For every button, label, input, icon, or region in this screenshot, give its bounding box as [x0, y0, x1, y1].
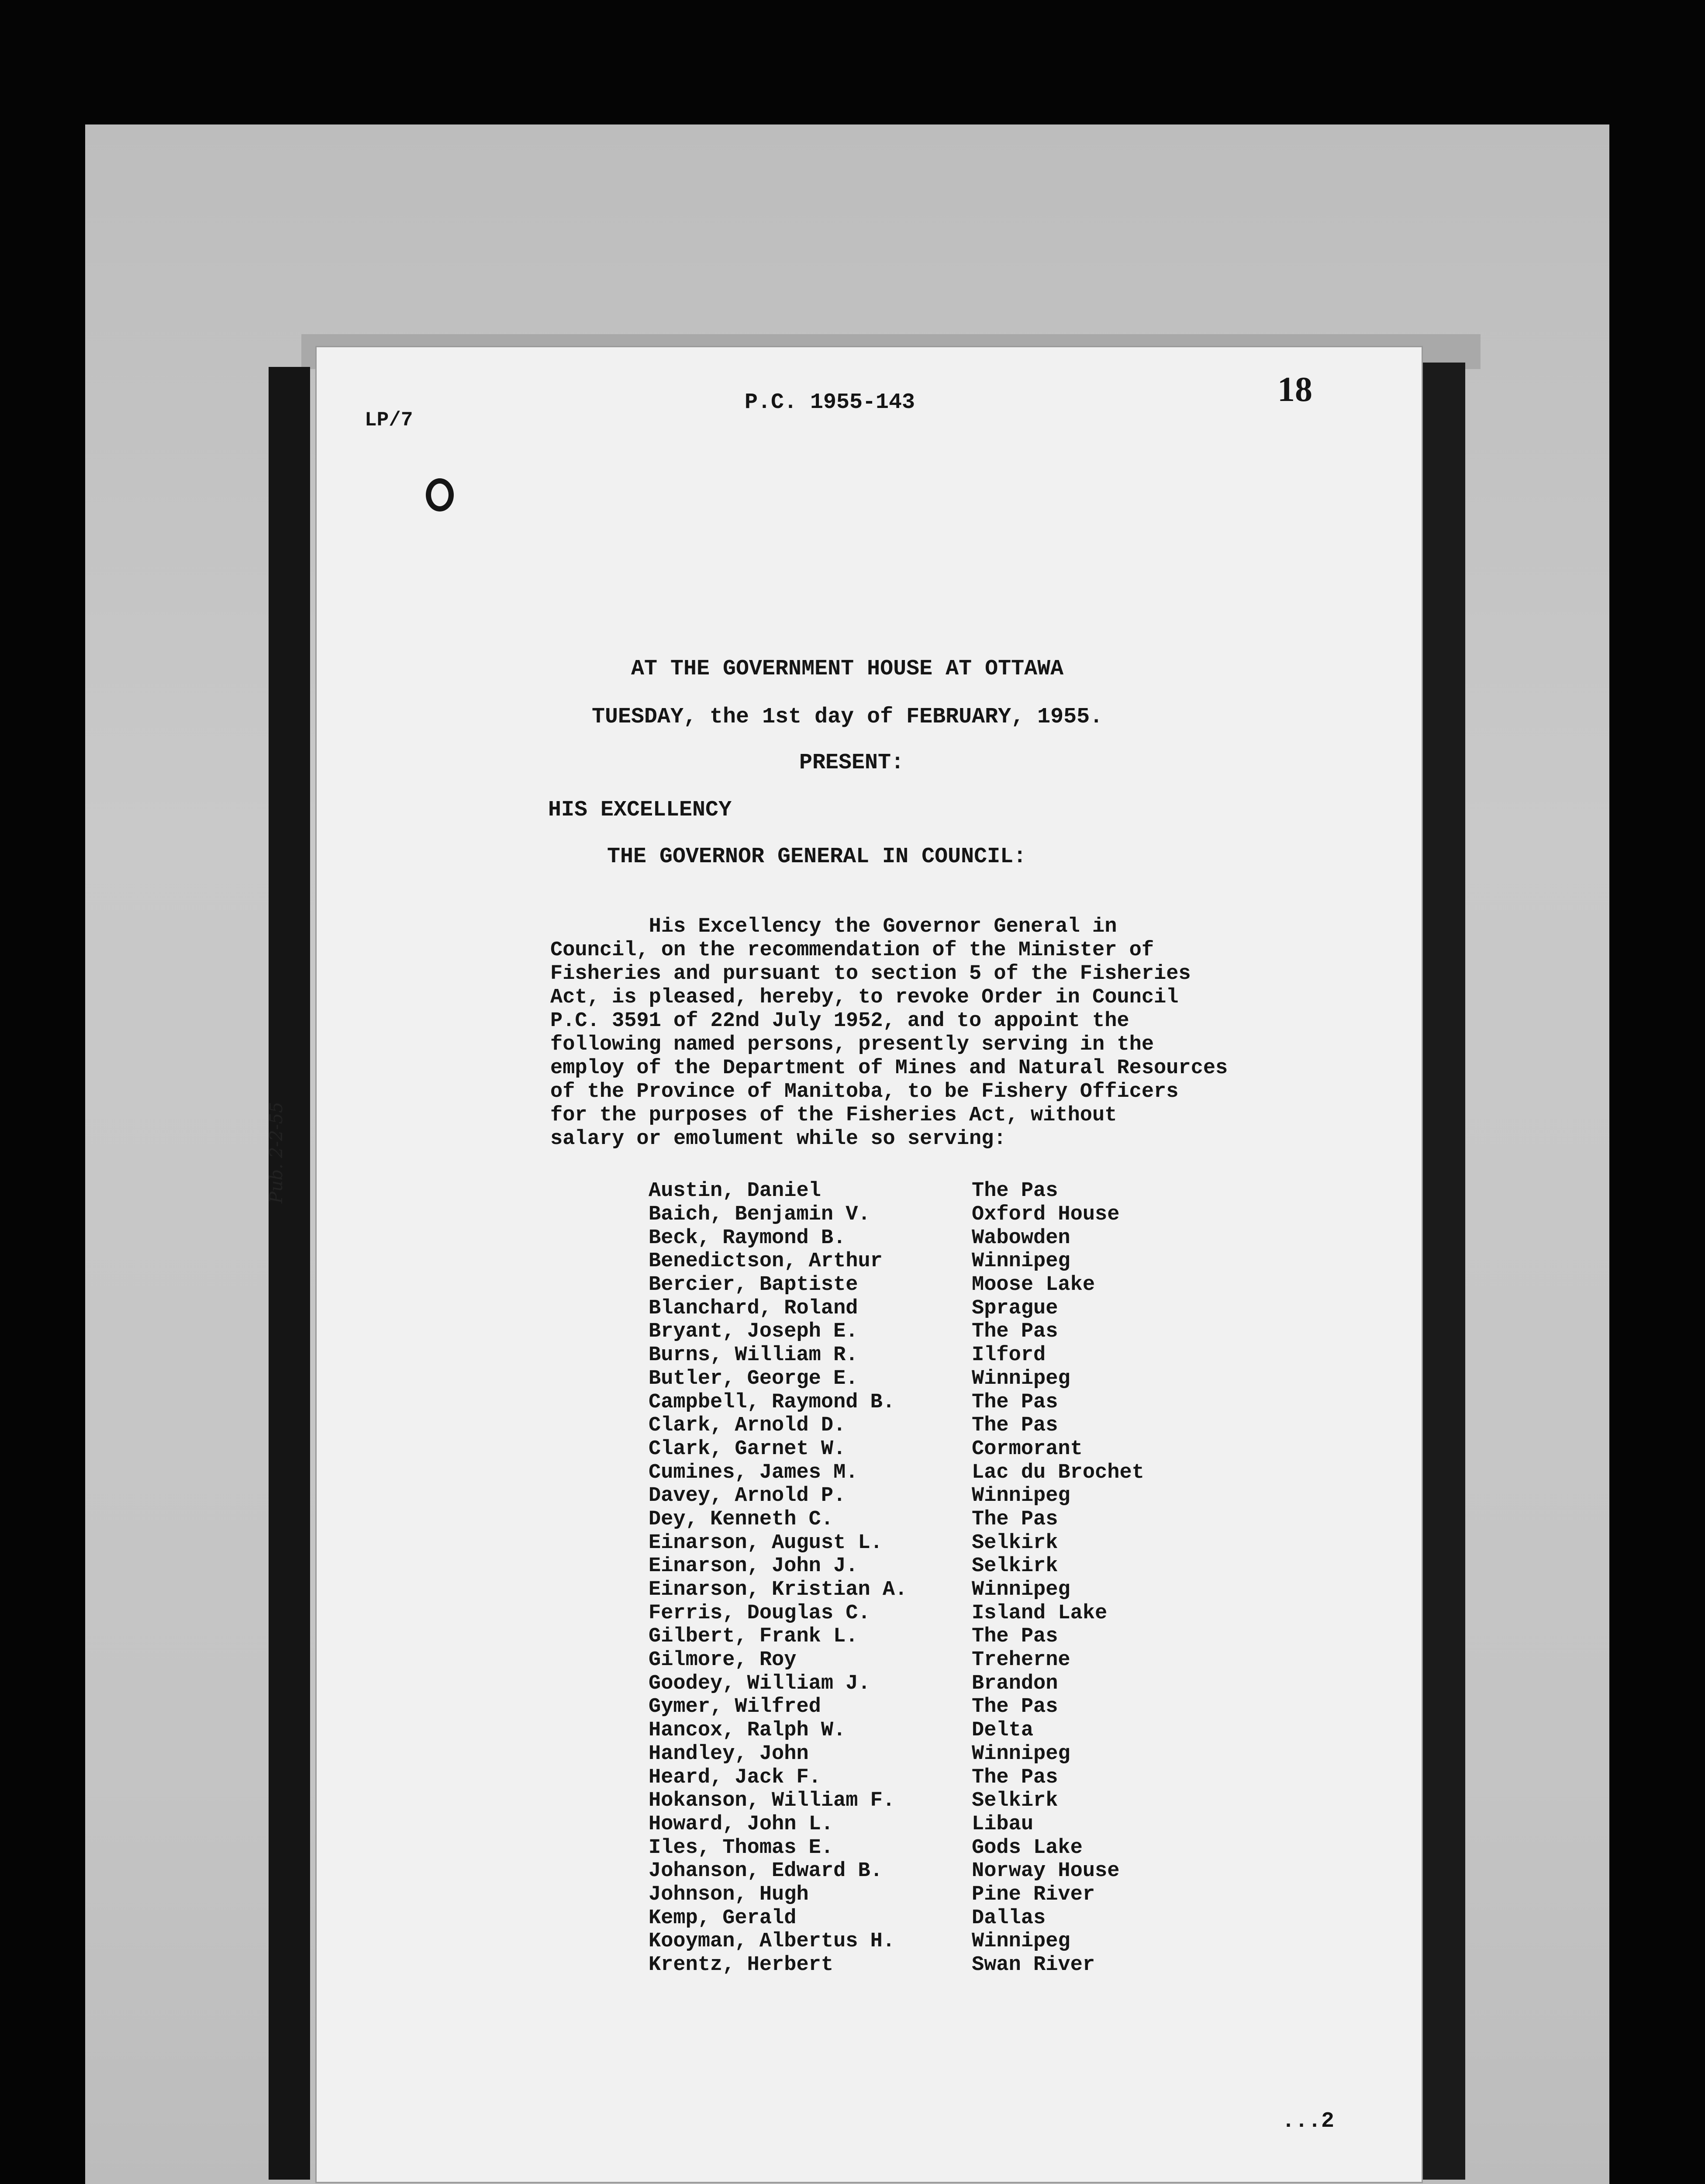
officer-row — [649, 1930, 1260, 1953]
officer-row — [649, 1484, 1260, 1508]
body-line: P.C. 3591 of 22nd July 1952, and to appoint the — [550, 1009, 1129, 1033]
heading-excellency: HIS EXCELLENCY — [548, 798, 732, 822]
officer-place: Winnipeg — [972, 1930, 1070, 1953]
officer-name: Iles, Thomas E. — [649, 1836, 834, 1859]
officer-place: Winnipeg — [972, 1742, 1070, 1766]
officer-place: Winnipeg — [972, 1578, 1070, 1602]
officer-row — [649, 1414, 1260, 1438]
officer-row — [649, 1226, 1260, 1250]
officer-row — [649, 1883, 1260, 1907]
officer-name: Clark, Garnet W. — [649, 1437, 846, 1461]
officer-name: Krentz, Herbert — [649, 1953, 834, 1977]
officer-place: The Pas — [972, 1179, 1058, 1203]
officer-row — [649, 1250, 1260, 1273]
officer-place: Selkirk — [972, 1555, 1058, 1578]
page-number: 18 — [1277, 370, 1312, 409]
officer-name: Dey, Kenneth C. — [649, 1507, 834, 1531]
officer-row — [649, 1625, 1260, 1648]
officer-row — [649, 1601, 1260, 1625]
handwritten-note: Pub. 2-2-55 — [266, 1102, 286, 1203]
officer-row — [649, 1273, 1260, 1297]
officer-place: Winnipeg — [972, 1484, 1070, 1508]
body-line: of the Province of Manitoba, to be Fishery Officers — [550, 1080, 1179, 1103]
officer-row — [649, 1296, 1260, 1320]
officer-row — [649, 1766, 1260, 1789]
officer-name: Howard, John L. — [649, 1812, 834, 1836]
officer-place: Island Lake — [972, 1601, 1108, 1625]
officer-place: Selkirk — [972, 1789, 1058, 1813]
officer-place: The Pas — [972, 1390, 1058, 1414]
body-line: following named persons, presently serving in the — [550, 1033, 1154, 1056]
officer-name: Hokanson, William F. — [649, 1789, 895, 1813]
document-sheet — [266, 347, 1422, 2182]
officer-row — [649, 1578, 1260, 1602]
officer-name: Gymer, Wilfred — [649, 1695, 821, 1719]
officer-row — [649, 1836, 1260, 1859]
officer-name: Benedictson, Arthur — [649, 1250, 883, 1273]
officer-name: Goodey, William J. — [649, 1672, 870, 1695]
officer-place: The Pas — [972, 1625, 1058, 1648]
heading-present: PRESENT: — [799, 750, 904, 775]
officer-row — [649, 1508, 1260, 1531]
body-line: Act, is pleased, hereby, to revoke Order in Council — [550, 986, 1179, 1009]
officer-name: Heard, Jack F. — [649, 1766, 821, 1789]
officer-place: Swan River — [972, 1953, 1095, 1977]
officer-name: Johnson, Hugh — [649, 1883, 809, 1906]
heading-date: TUESDAY, the 1st day of FEBRUARY, 1955. — [592, 705, 1103, 729]
officer-place: Pine River — [972, 1883, 1095, 1906]
officer-name: Handley, John — [649, 1742, 809, 1766]
officer-place: Libau — [972, 1812, 1034, 1836]
officer-row — [649, 1203, 1260, 1227]
body-line: Council, on the recommendation of the Minister of — [550, 939, 1154, 962]
officer-name: Bercier, Baptiste — [649, 1273, 858, 1297]
heading-council: THE GOVERNOR GENERAL IN COUNCIL: — [607, 844, 1027, 869]
officer-name: Hancox, Ralph W. — [649, 1719, 846, 1742]
officer-name: Kemp, Gerald — [649, 1906, 797, 1930]
officer-place: The Pas — [972, 1766, 1058, 1789]
officer-place: Cormorant — [972, 1437, 1083, 1461]
officer-place: Selkirk — [972, 1531, 1058, 1555]
officer-row — [649, 1320, 1260, 1344]
officer-name: Beck, Raymond B. — [649, 1226, 846, 1250]
officer-place: Sprague — [972, 1296, 1058, 1320]
officer-row — [649, 1742, 1260, 1766]
officer-row — [649, 1438, 1260, 1461]
officer-name: Einarson, August L. — [649, 1531, 883, 1555]
officer-name: Clark, Arnold D. — [649, 1414, 846, 1438]
officer-name: Johanson, Edward B. — [649, 1859, 883, 1883]
officer-row — [649, 1906, 1260, 1930]
officer-row — [649, 1367, 1260, 1391]
officer-place: Brandon — [972, 1672, 1058, 1695]
officer-place: Winnipeg — [972, 1367, 1070, 1390]
officer-name: Baich, Benjamin V. — [649, 1203, 870, 1227]
heading-location: AT THE GOVERNMENT HOUSE AT OTTAWA — [631, 657, 1064, 681]
officer-name: Davey, Arnold P. — [649, 1484, 846, 1508]
officer-place: Dallas — [972, 1906, 1046, 1930]
officer-name: Ferris, Douglas C. — [649, 1601, 870, 1625]
officer-row — [649, 1179, 1260, 1203]
order-body-paragraph — [550, 915, 1380, 1151]
body-line: Fisheries and pursuant to section 5 of the Fisheries — [550, 962, 1191, 985]
officer-name: Einarson, Kristian A. — [649, 1578, 908, 1602]
officer-row — [649, 1672, 1260, 1695]
officer-place: The Pas — [972, 1414, 1058, 1438]
order-number: P.C. 1955-143 — [745, 390, 915, 415]
officer-name: Gilbert, Frank L. — [649, 1625, 858, 1648]
officer-row — [649, 1695, 1260, 1719]
officer-place: Moose Lake — [972, 1273, 1095, 1297]
body-line: salary or emolument while so serving: — [550, 1127, 1006, 1151]
officer-row — [649, 1953, 1260, 1977]
officer-place: The Pas — [972, 1320, 1058, 1344]
body-line: His Excellency the Governor General in — [550, 915, 1117, 938]
body-line: for the purposes of the Fisheries Act, without — [550, 1104, 1117, 1127]
officer-row — [649, 1648, 1260, 1672]
officer-row — [649, 1789, 1260, 1813]
sheet-shadow-left — [269, 367, 310, 2180]
officer-name: Gilmore, Roy — [649, 1648, 797, 1672]
officer-place: Delta — [972, 1719, 1034, 1742]
officer-name: Bryant, Joseph E. — [649, 1320, 858, 1344]
officer-place: Lac du Brochet — [972, 1461, 1144, 1484]
officer-place: The Pas — [972, 1507, 1058, 1531]
officer-name: Einarson, John J. — [649, 1555, 858, 1578]
officer-row — [649, 1813, 1260, 1836]
officer-name: Campbell, Raymond B. — [649, 1390, 895, 1414]
body-line: employ of the Department of Mines and Natural Resources — [550, 1057, 1228, 1080]
punch-hole-mark — [426, 478, 454, 511]
officer-row — [649, 1461, 1260, 1484]
officer-row — [649, 1859, 1260, 1883]
officer-row — [649, 1531, 1260, 1555]
officer-name: Burns, William R. — [649, 1344, 858, 1367]
officer-name: Butler, George E. — [649, 1367, 858, 1390]
officer-place: Ilford — [972, 1344, 1046, 1367]
reference-code: LP/7 — [365, 409, 413, 432]
officer-name: Blanchard, Roland — [649, 1296, 858, 1320]
officer-place: Treherne — [972, 1648, 1070, 1672]
officer-list — [649, 1179, 1260, 1977]
continued-marker: ...2 — [1282, 2109, 1335, 2134]
officer-row — [649, 1719, 1260, 1742]
officer-name: Cumines, James M. — [649, 1461, 858, 1484]
officer-row — [649, 1555, 1260, 1578]
officer-name: Kooyman, Albertus H. — [649, 1930, 895, 1953]
officer-place: The Pas — [972, 1695, 1058, 1719]
officer-place: Wabowden — [972, 1226, 1070, 1250]
officer-name: Austin, Daniel — [649, 1179, 821, 1203]
officer-place: Winnipeg — [972, 1250, 1070, 1273]
officer-place: Oxford House — [972, 1203, 1120, 1227]
officer-row — [649, 1344, 1260, 1367]
officer-place: Gods Lake — [972, 1836, 1083, 1859]
officer-row — [649, 1390, 1260, 1414]
officer-place: Norway House — [972, 1859, 1120, 1883]
